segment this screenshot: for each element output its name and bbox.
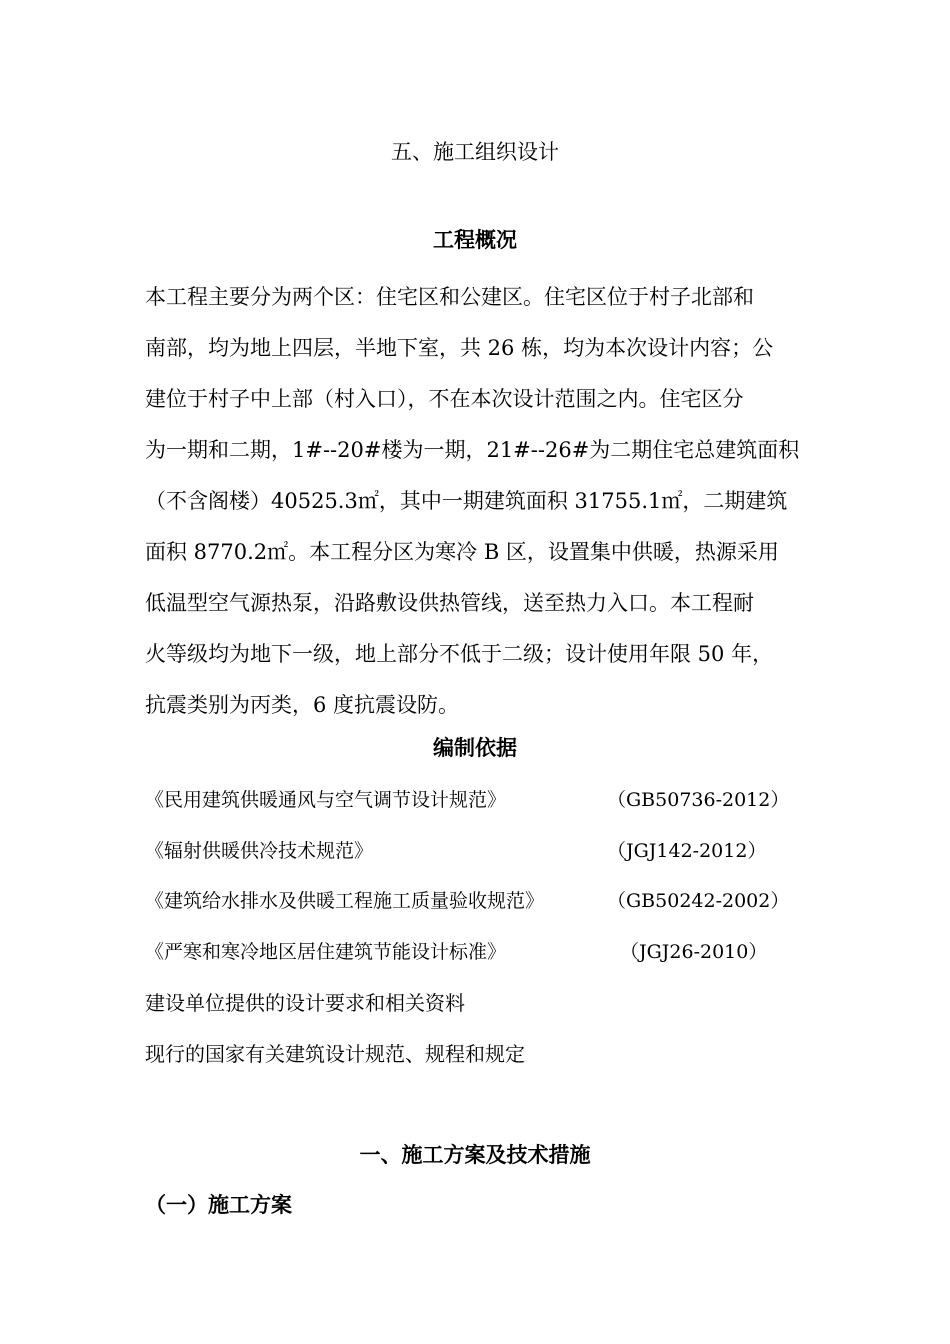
paragraph-line: 建位于村子中上部（村入口），不在本次设计范围之内。住宅区分: [145, 387, 744, 411]
standard-code: （JGJ26-2010）: [620, 941, 768, 963]
paragraph-line: 火等级均为地下一级，地上部分不低于二级；设计使用年限 50 年，: [145, 642, 774, 666]
section-heading: 一、施工方案及技术措施: [359, 1142, 591, 1167]
standard-code: （JGJ142-2012）: [607, 840, 767, 862]
basis-note: 现行的国家有关建筑设计规范、规程和规定: [145, 1042, 525, 1066]
overview-paragraph: [145, 272, 810, 731]
standard-name: 《严寒和寒冷地区居住建筑节能设计标准》: [145, 941, 507, 963]
subsection-heading: （一）施工方案: [145, 1192, 292, 1217]
standard-code: （GB50736-2012）: [607, 789, 790, 811]
paragraph-line: 本工程主要分为两个区：住宅区和公建区。住宅区位于村子北部和: [145, 285, 754, 309]
paragraph-line: 为一期和二期，1#--20#楼为一期，21#--26#为二期住宅总建筑面积: [145, 438, 800, 462]
paragraph-line: 南部，均为地上四层，半地下室，共 26 栋，均为本次设计内容；公: [145, 336, 774, 360]
paragraph-line: 面积 8770.2㎡。本工程分区为寒冷 B 区，设置集中供暖，热源采用: [145, 540, 779, 564]
standard-item: [145, 836, 825, 866]
page-title: 五、施工组织设计: [391, 140, 559, 164]
basis-note: 建设单位提供的设计要求和相关资料: [145, 991, 465, 1015]
standard-name: 《建筑给水排水及供暖工程施工质量验收规范》: [145, 890, 545, 912]
standard-name: 《辐射供暖供冷技术规范》: [145, 840, 374, 862]
paragraph-line: 低温型空气源热泵，沿路敷设供热管线，送至热力入口。本工程耐: [145, 591, 754, 615]
standard-item: [145, 937, 825, 967]
standard-item: [145, 785, 825, 815]
standard-code: （GB50242-2002）: [607, 890, 790, 912]
paragraph-line: （不含阁楼）40525.3㎡，其中一期建筑面积 31755.1㎡，二期建筑: [145, 489, 788, 513]
standard-item: [145, 886, 825, 916]
overview-heading: 工程概况: [433, 227, 517, 252]
basis-heading: 编制依据: [433, 735, 517, 760]
paragraph-line: 抗震类别为丙类，6 度抗震设防。: [145, 693, 460, 717]
standard-name: 《民用建筑供暖通风与空气调节设计规范》: [145, 789, 507, 811]
